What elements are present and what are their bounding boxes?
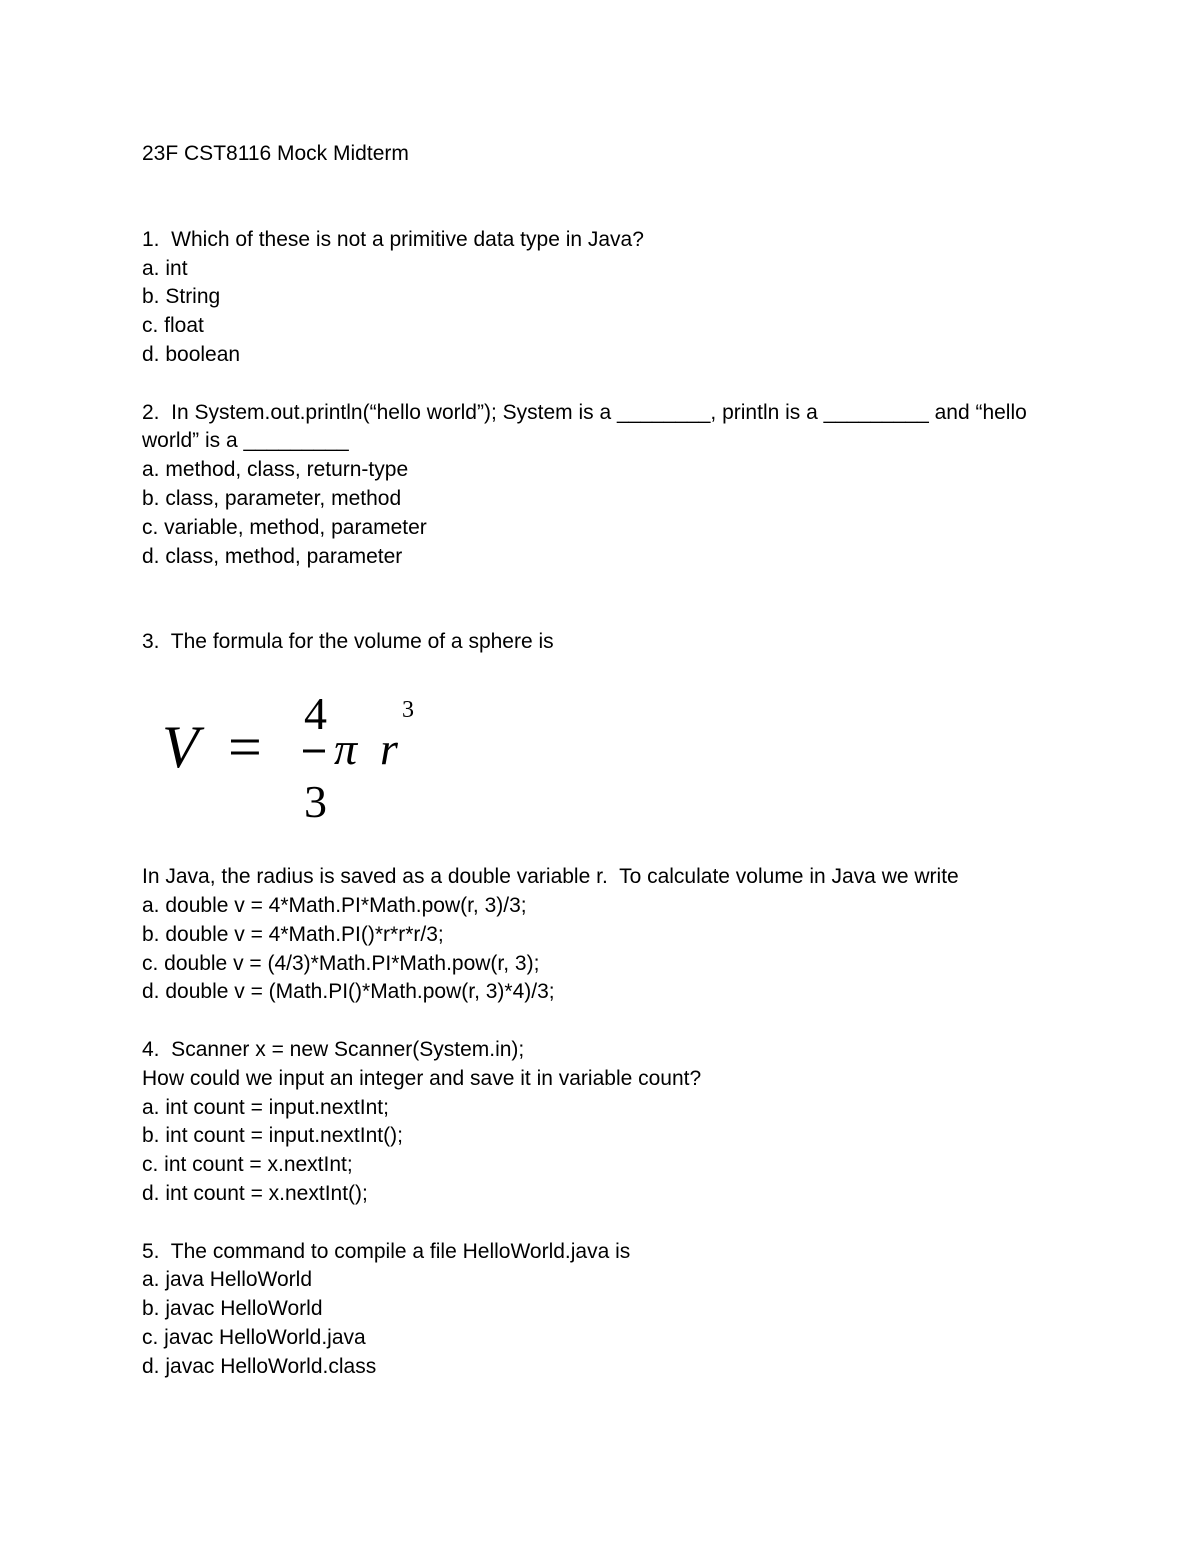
answer-option: b. int count = input.nextInt(); xyxy=(142,1124,403,1148)
question-stem: world” is a _________ xyxy=(142,429,349,453)
document-title: 23F CST8116 Mock Midterm xyxy=(142,142,409,165)
formula-variable: r xyxy=(380,723,398,775)
question-stem: 3. The formula for the volume of a sphere is xyxy=(142,630,554,654)
question-followup: In Java, the radius is saved as a double variable r. To calculate volume in Java we write xyxy=(142,865,959,889)
answer-option: d. double v = (Math.PI()*Math.pow(r, 3)*4)/3; xyxy=(142,980,555,1004)
formula-graphic xyxy=(156,657,456,827)
question-5 xyxy=(142,1238,1072,1382)
formula-equals: = xyxy=(228,714,262,781)
sphere-volume-formula xyxy=(142,657,1072,827)
answer-option: b. double v = 4*Math.PI()*r*r*r/3; xyxy=(142,922,444,946)
question-stem: 2. In System.out.println(“hello world”); System is a ________, println is a _________ and “hello xyxy=(142,400,1027,424)
answer-option: b. javac HelloWorld xyxy=(142,1297,323,1321)
question-stem: 1. Which of these is not a primitive data type in Java? xyxy=(142,227,644,251)
answer-option: c. variable, method, parameter xyxy=(142,515,427,539)
answer-option: a. int xyxy=(142,256,188,280)
answer-option: d. int count = x.nextInt(); xyxy=(142,1181,368,1205)
answer-option: a. int count = input.nextInt; xyxy=(142,1095,389,1119)
answer-option: a. java HelloWorld xyxy=(142,1268,313,1292)
question-2 xyxy=(142,399,1072,572)
answer-option: c. int count = x.nextInt; xyxy=(142,1153,353,1177)
question-3 xyxy=(142,628,1072,1007)
answer-option: a. method, class, return-type xyxy=(142,458,409,482)
answer-option: c. double v = (4/3)*Math.PI*Math.pow(r, 3); xyxy=(142,951,540,975)
question-4 xyxy=(142,1036,1072,1209)
formula-denominator: 3 xyxy=(304,776,327,828)
answer-option: a. double v = 4*Math.PI*Math.pow(r, 3)/3; xyxy=(142,893,527,917)
answer-option: b. class, parameter, method xyxy=(142,486,402,510)
answer-option: d. class, method, parameter xyxy=(142,544,403,568)
formula-numerator: 4 xyxy=(304,688,327,740)
formula-lhs: V xyxy=(162,714,199,781)
answer-option: d. javac HelloWorld.class xyxy=(142,1354,377,1378)
answer-option: d. boolean xyxy=(142,342,241,366)
answer-option: b. String xyxy=(142,285,221,309)
question-stem: How could we input an integer and save it in variable count? xyxy=(142,1066,702,1090)
answer-option: c. float xyxy=(142,314,204,338)
document-body xyxy=(142,140,1072,1410)
formula-pi: π xyxy=(334,723,358,775)
question-stem: 5. The command to compile a file HelloWorld.java is xyxy=(142,1239,631,1263)
question-stem: 4. Scanner x = new Scanner(System.in); xyxy=(142,1037,525,1061)
question-1 xyxy=(142,226,1072,370)
answer-option: c. javac HelloWorld.java xyxy=(142,1325,366,1349)
formula-exponent: 3 xyxy=(402,697,414,724)
